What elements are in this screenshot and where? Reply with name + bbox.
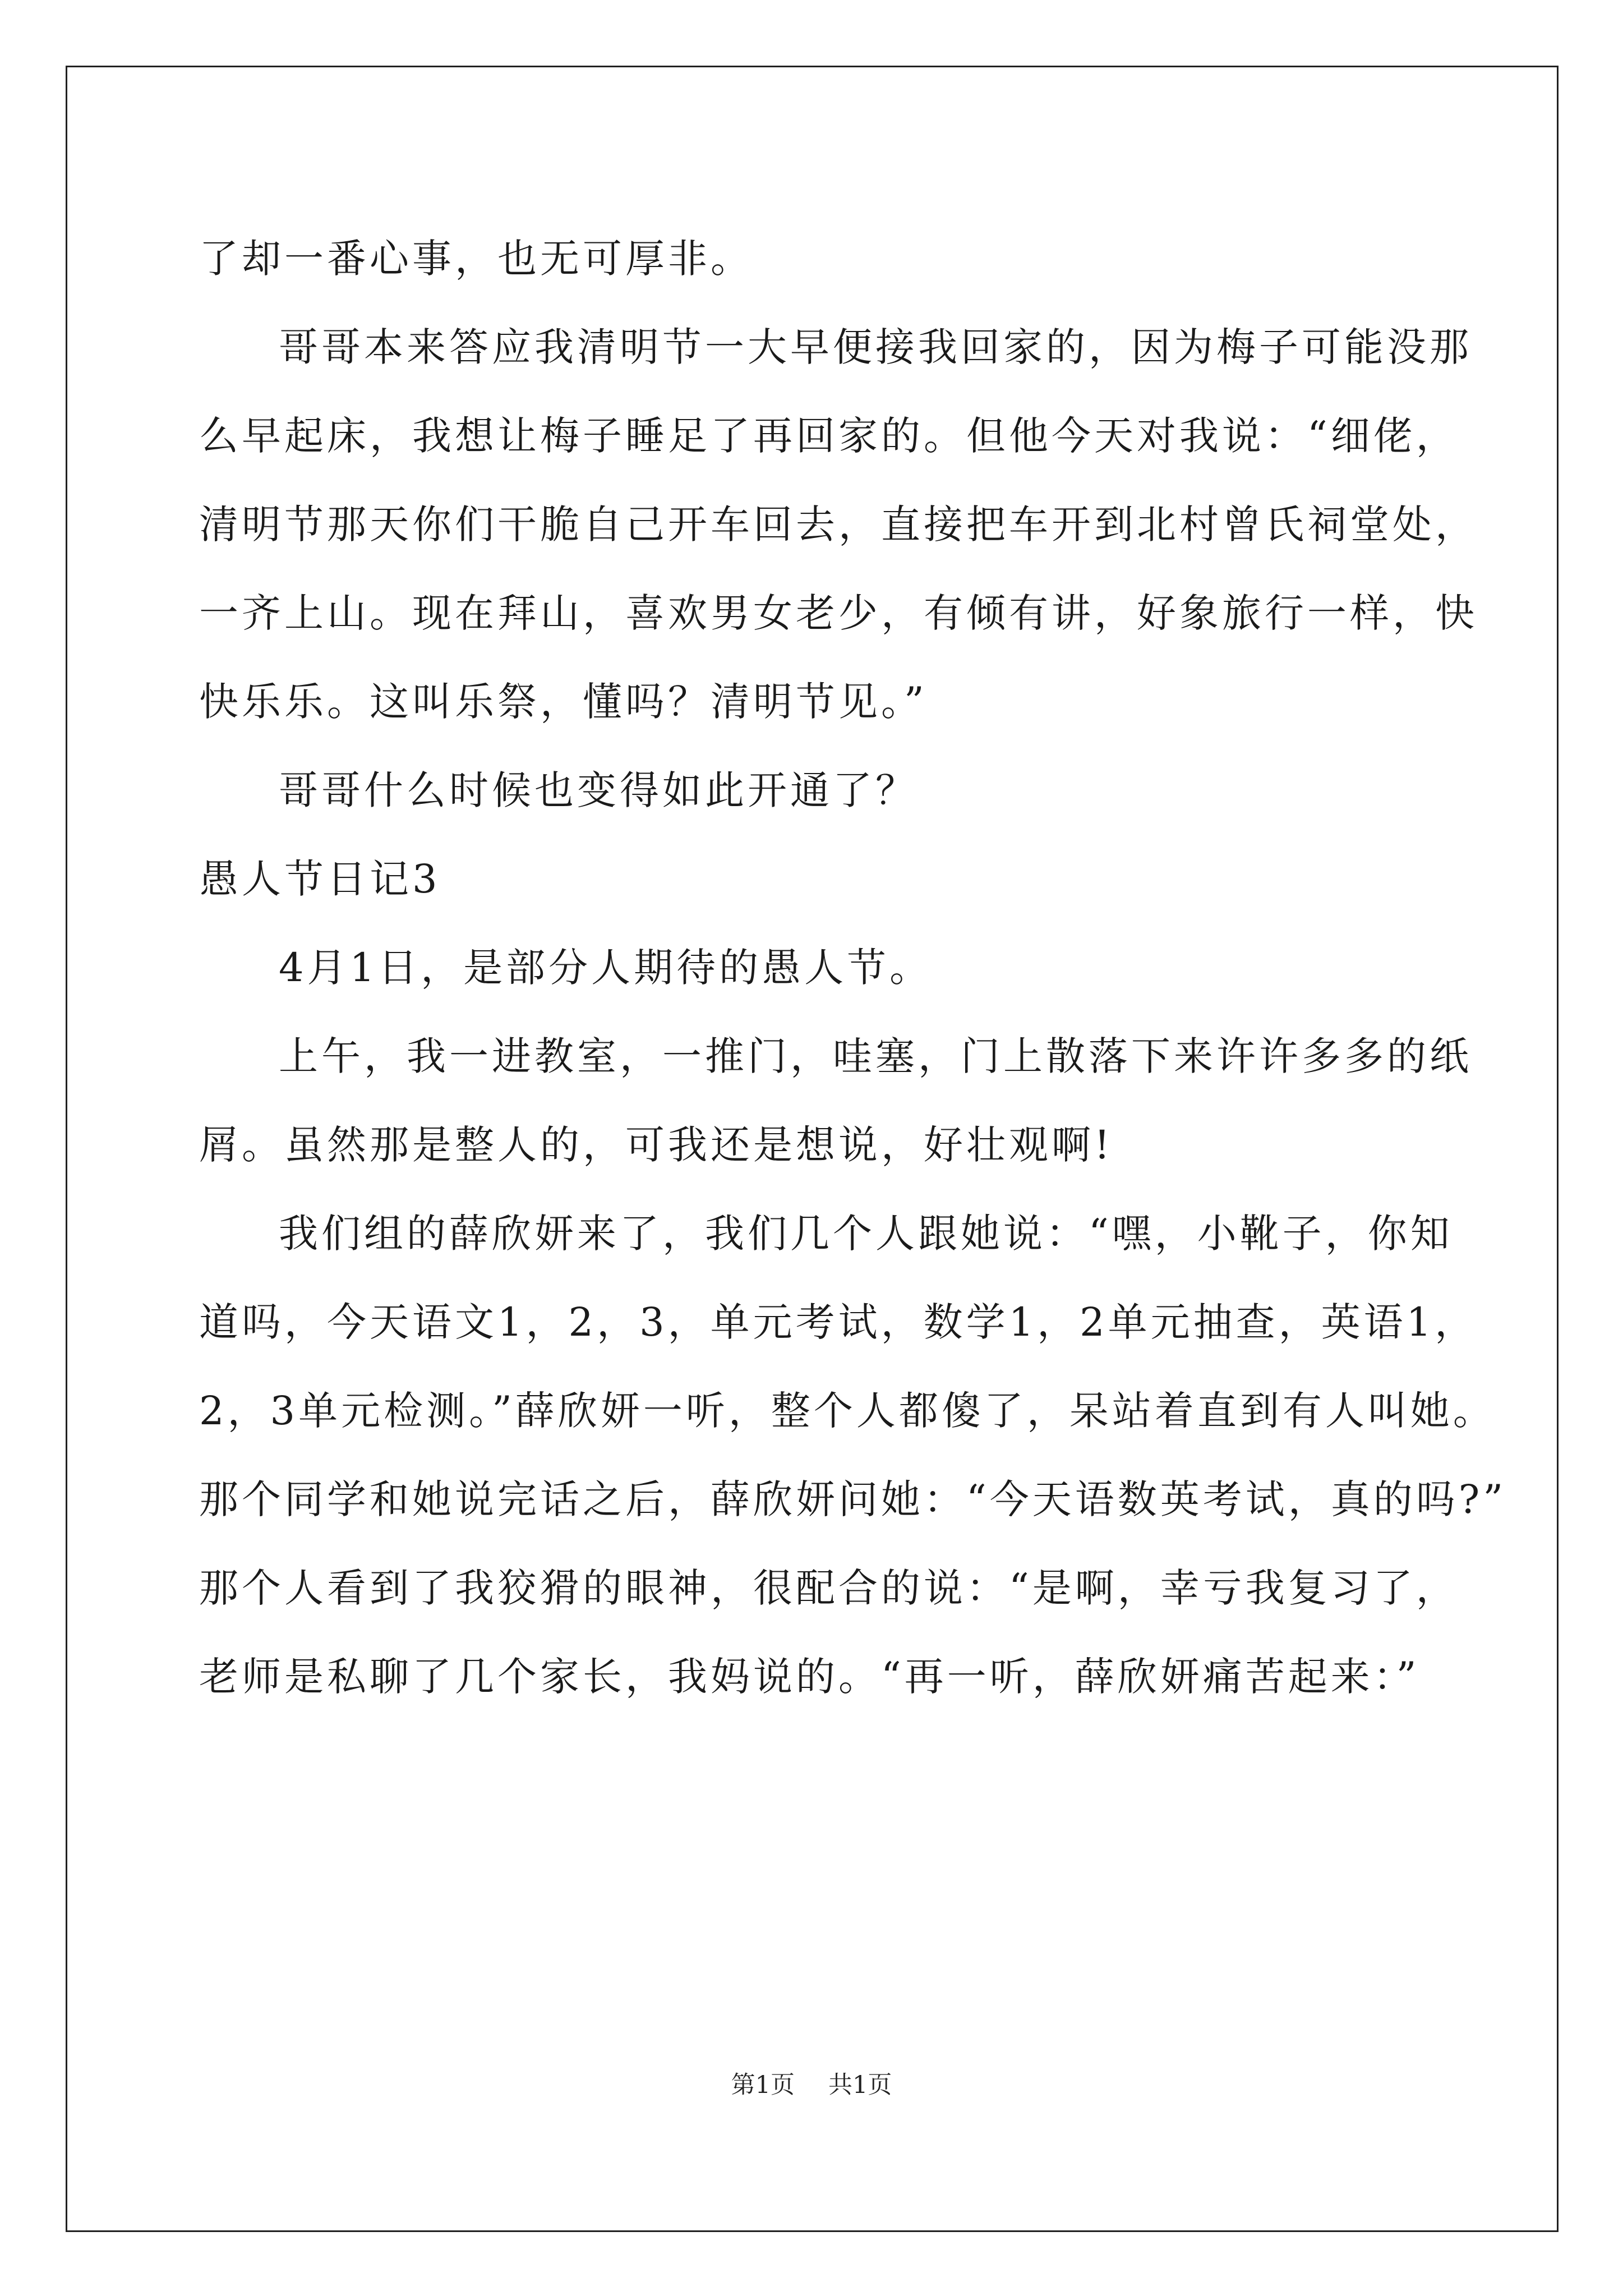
text-line: 屑。虽然那是整人的，可我还是想说，好壮观啊! bbox=[199, 1122, 1114, 1168]
text-line: 快乐乐。这叫乐祭，懂吗？清明节见。” bbox=[199, 679, 928, 725]
text-line: 我们组的薛欣妍来了，我们几个人跟她说：“嘿，小靴子，你知 bbox=[279, 1211, 1453, 1257]
text-line: 一齐上山。现在拜山，喜欢男女老少，有倾有讲，好象旅行一样，快 bbox=[199, 590, 1478, 636]
page-number: 第1页 bbox=[731, 2071, 795, 2099]
text-line: 么早起床，我想让梅子睡足了再回家的。但他今天对我说：“细佬， bbox=[199, 413, 1459, 459]
text-line: 那个人看到了我狡猾的眼神，很配合的说：“是啊，幸亏我复习了， bbox=[199, 1565, 1459, 1611]
text-line: 上午，我一进教室，一推门，哇塞，门上散落下来许许多多的纸 bbox=[279, 1033, 1472, 1079]
text-line: 4月1日，是部分人期待的愚人节。 bbox=[279, 945, 933, 991]
page-total: 共1页 bbox=[828, 2071, 892, 2099]
text-line: 哥哥本来答应我清明节一大早便接我回家的，因为梅子可能没那 bbox=[279, 324, 1472, 370]
document-body bbox=[199, 214, 1507, 1721]
text-line: 哥哥什么时候也变得如此开通了？ bbox=[279, 767, 918, 813]
text-line: 那个同学和她说完话之后，薛欣妍问她：“今天语数英考试，真的吗?” bbox=[199, 1476, 1507, 1522]
section-heading: 愚人节日记3 bbox=[199, 856, 441, 902]
text-line: 清明节那天你们干脆自己开车回去，直接把车开到北村曾氏祠堂处， bbox=[199, 501, 1478, 547]
text-line: 2，3单元检测。”薛欣妍一听，整个人都傻了，呆站着直到有人叫她。 bbox=[199, 1388, 1496, 1434]
text-line: 道吗，今天语文1，2，3，单元考试，数学1，2单元抽查，英语1， bbox=[199, 1299, 1478, 1345]
text-line: 了却一番心事，也无可厚非。 bbox=[199, 236, 753, 282]
text-line: 老师是私聊了几个家长，我妈说的。“再一听，薛欣妍痛苦起来：” bbox=[199, 1654, 1420, 1700]
page-footer bbox=[0, 2066, 1623, 2100]
